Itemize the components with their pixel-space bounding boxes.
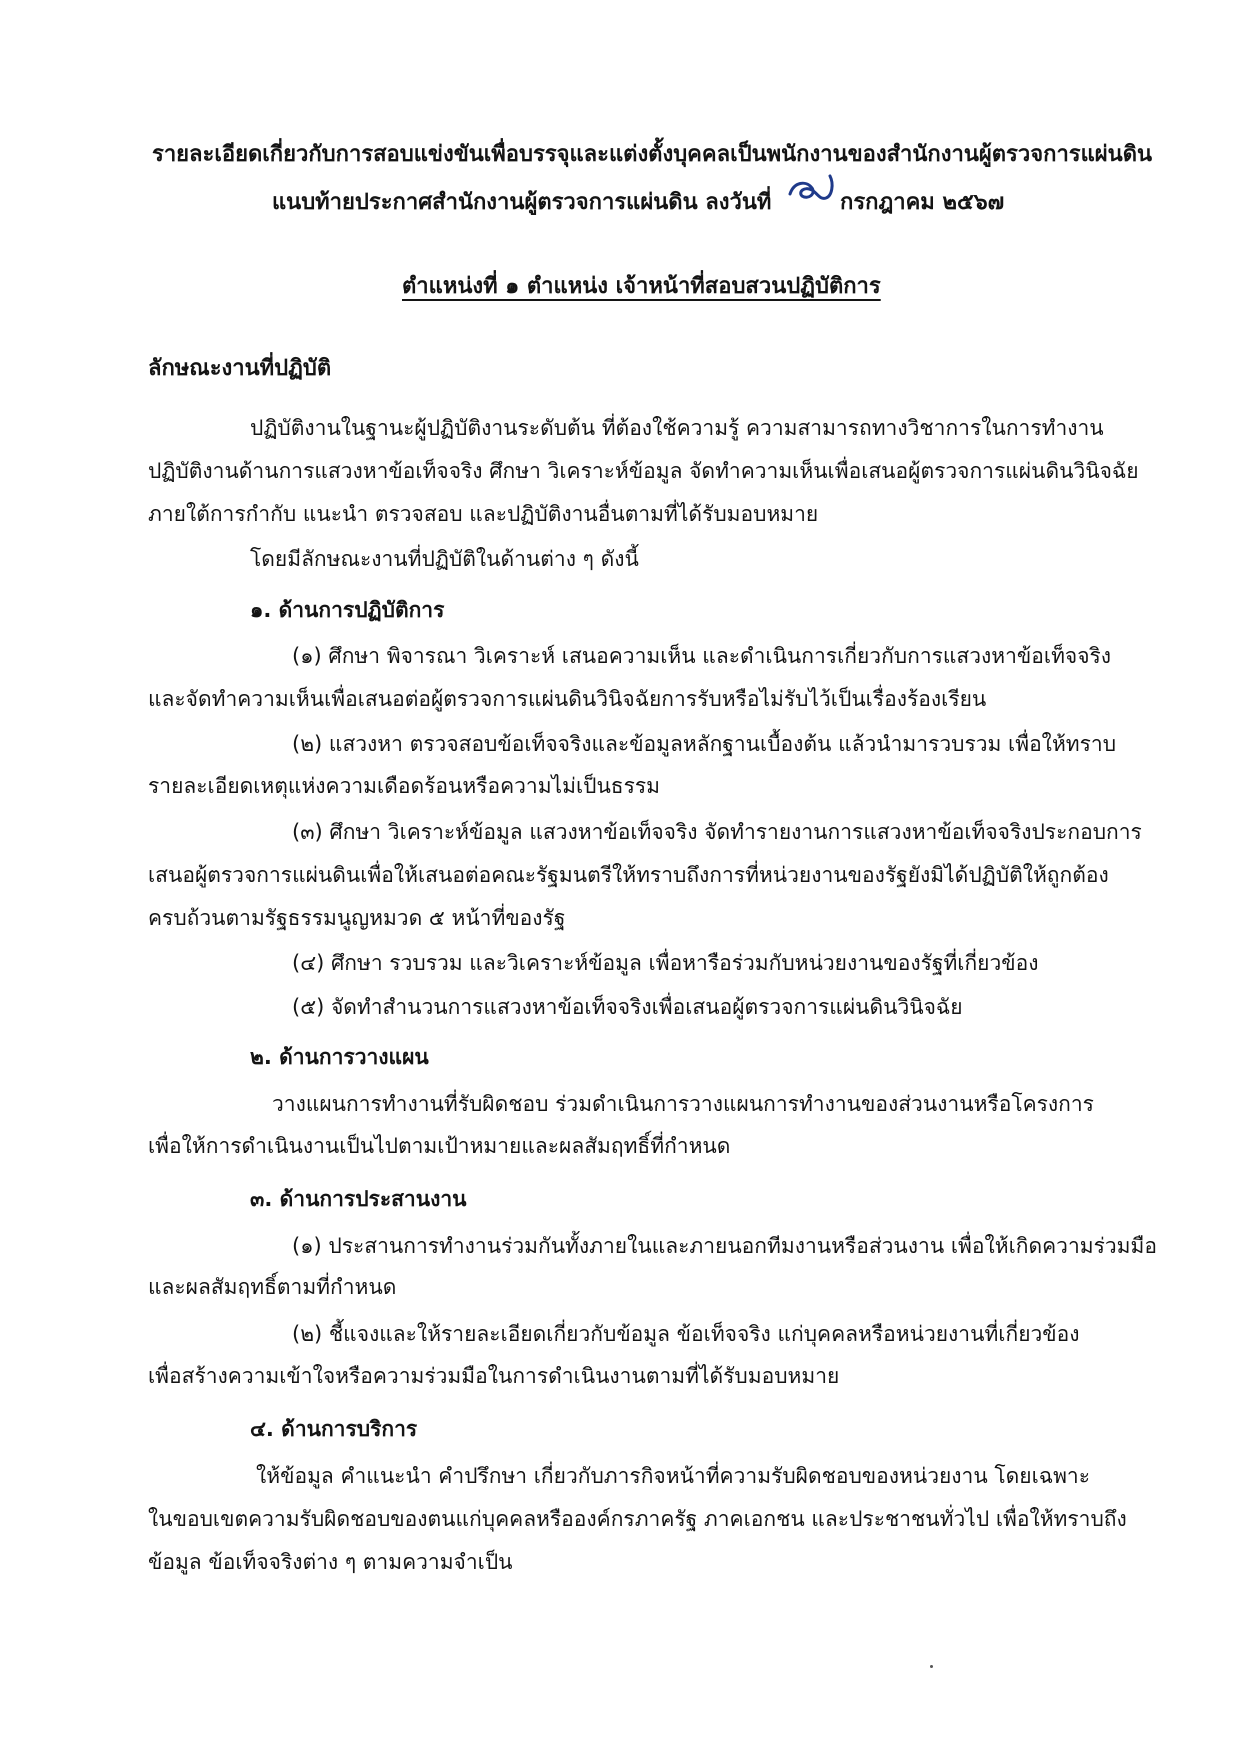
section-1-line-9: (๕) จัดทำสำนวนการแสวงหาข้อเท็จจริงเพื่อเสนอผู้ตรวจการแผ่นดินวินิจฉัย xyxy=(292,995,963,1019)
section-1-line-5: (๓) ศึกษา วิเคราะห์ข้อมูล แสวงหาข้อเท็จจริง จัดทำรายงานการแสวงหาข้อเท็จจริงประกอบการ xyxy=(292,820,1142,844)
section-4-line-2: ในขอบเขตความรับผิดชอบของตนแก่บุคคลหรือองค์กรภาครัฐ ภาคเอกชน และประชาชนทั่วไป เพื่อให้ทราบถึง xyxy=(148,1507,1127,1531)
doc-title-line2-prefix: แนบท้ายประกาศสำนักงานผู้ตรวจการแผ่นดิน ลงวันที่ xyxy=(272,190,772,215)
scan-speck xyxy=(930,1665,933,1668)
section-3-line-3: (๒) ชี้แจงและให้รายละเอียดเกี่ยวกับข้อมูล ข้อเท็จจริง แก่บุคคลหรือหน่วยงานที่เกี่ยวข้อง xyxy=(292,1322,1080,1346)
section-4-line-1: ให้ข้อมูล คำแนะนำ คำปรึกษา เกี่ยวกับภารกิจหน้าที่ความรับผิดชอบของหน่วยงาน โดยเฉพาะ xyxy=(256,1464,1090,1488)
section-3-line-1: (๑) ประสานการทำงานร่วมกันทั้งภายในและภายนอกทีมงานหรือส่วนงาน เพื่อให้เกิดความร่วมมือ xyxy=(292,1234,1157,1258)
section-1-line-1: (๑) ศึกษา พิจารณา วิเคราะห์ เสนอความเห็น และดำเนินการเกี่ยวกับการแสวงหาข้อเท็จจริง xyxy=(292,644,1112,668)
section-4-line-3: ข้อมูล ข้อเท็จจริงต่าง ๆ ตามความจำเป็น xyxy=(148,1550,513,1574)
doc-title-line1: รายละเอียดเกี่ยวกับการสอบแข่งขันเพื่อบรรจุและแต่งตั้งบุคคลเป็นพนักงานของสำนักงานผู้ตรวจการแผ่นดิน xyxy=(152,142,1153,167)
section-1-line-8: (๔) ศึกษา รวบรวม และวิเคราะห์ข้อมูล เพื่อหารือร่วมกับหน่วยงานของรัฐที่เกี่ยวข้อง xyxy=(292,951,1039,975)
section-3-heading: ๓. ด้านการประสานงาน xyxy=(250,1187,467,1211)
handwritten-date-mark xyxy=(782,170,842,210)
intro-line-1: ปฏิบัติงานในฐานะผู้ปฏิบัติงานระดับต้น ที่ต้องใช้ความรู้ ความสามารถทางวิชาการในการทำงาน xyxy=(250,416,1104,440)
job-nature-heading: ลักษณะงานที่ปฏิบัติ xyxy=(148,356,332,381)
section-2-heading: ๒. ด้านการวางแผน xyxy=(250,1045,429,1069)
doc-title-line2-suffix: กรกฎาคม ๒๕๖๗ xyxy=(840,190,1005,215)
section-3-line-2: และผลสัมฤทธิ์ตามที่กำหนด xyxy=(148,1275,397,1299)
section-1-line-3: (๒) แสวงหา ตรวจสอบข้อเท็จจริงและข้อมูลหลักฐานเบื้องต้น แล้วนำมารวบรวม เพื่อให้ทราบ xyxy=(292,732,1117,756)
section-2-line-1: วางแผนการทำงานที่รับผิดชอบ ร่วมดำเนินการวางแผนการทำงานของส่วนงานหรือโครงการ xyxy=(272,1092,1094,1116)
section-1-line-6: เสนอผู้ตรวจการแผ่นดินเพื่อให้เสนอต่อคณะรัฐมนตรีให้ทราบถึงการที่หน่วยงานของรัฐยังมิได้ปฏิบัติให้ถูกต้อง xyxy=(148,863,1109,887)
section-2-line-2: เพื่อให้การดำเนินงานเป็นไปตามเป้าหมายและผลสัมฤทธิ์ที่กำหนด xyxy=(148,1134,731,1158)
section-1-line-4: รายละเอียดเหตุแห่งความเดือดร้อนหรือความไม่เป็นธรรม xyxy=(148,774,661,798)
section-1-line-2: และจัดทำความเห็นเพื่อเสนอต่อผู้ตรวจการแผ่นดินวินิจฉัยการรับหรือไม่รับไว้เป็นเรื่องร้องเรียน xyxy=(148,687,987,711)
section-1-heading: ๑. ด้านการปฏิบัติการ xyxy=(250,598,445,622)
section-4-heading: ๔. ด้านการบริการ xyxy=(250,1417,418,1441)
job-nature-lead: โดยมีลักษณะงานที่ปฏิบัติในด้านต่าง ๆ ดังนี้ xyxy=(250,547,639,571)
intro-line-3: ภายใต้การกำกับ แนะนำ ตรวจสอบ และปฏิบัติงานอื่นตามที่ได้รับมอบหมาย xyxy=(148,502,819,526)
section-1-line-7: ครบถ้วนตามรัฐธรรมนูญหมวด ๕ หน้าที่ของรัฐ xyxy=(148,906,566,930)
section-3-line-4: เพื่อสร้างความเข้าใจหรือความร่วมมือในการดำเนินงานตามที่ได้รับมอบหมาย xyxy=(148,1364,840,1388)
position-title: ตำแหน่งที่ ๑ ตำแหน่ง เจ้าหน้าที่สอบสวนปฏิบัติการ xyxy=(402,274,881,299)
intro-line-2: ปฏิบัติงานด้านการแสวงหาข้อเท็จจริง ศึกษา วิเคราะห์ข้อมูล จัดทำความเห็นเพื่อเสนอผู้ตรวจการแผ่นดินวินิจฉัย xyxy=(148,459,1139,483)
